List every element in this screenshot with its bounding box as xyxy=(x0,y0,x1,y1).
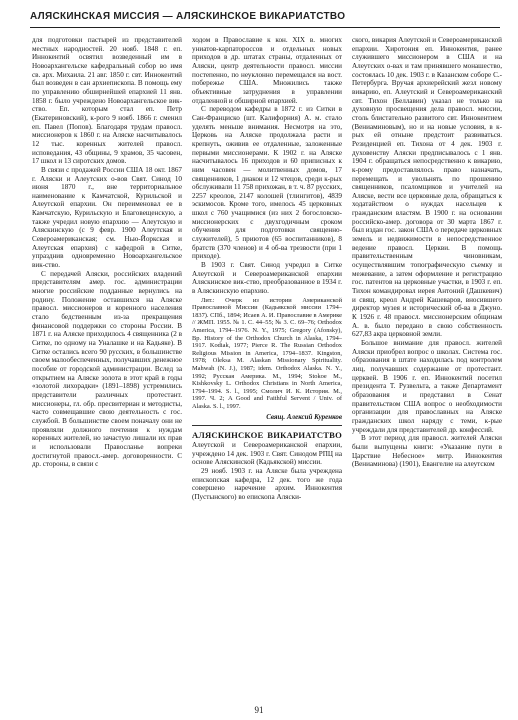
paragraph: ского, викария Алеутской и Североамериканской епархии. Хиротония еп. Иннокентия, ранее служившего миссионером в США и на Алеутских о-вах и там принявшего монашество, состоялась 10 дек. 1903 г. в Казанском соборе С.-Петербурга. Вручая архиерейский жезл новому викарию, еп. Алеутский и Североамериканский свт. Тихон (Беллавин) указал не только на духовную просвещения дела правосл. миссии, столь блистательно развитого свт. Иннокентием (Вениаминовым), но и на новые условия, в к-рых ей отныне предстоит развиваться. Резиденцией еп. Тихона от 4 дек. 1903 г. духовенству Аляски предписывалось с 1 янв. 1904 г. обращаться непосредственно к викарию, к-рому предоставлялось право назначать, перемещать и увольнять по прошению священников, псаломщиков и учителей на Аляске, вести все церковные дела, обращаться к ходатайством о нуждах насельцев к гражданским властям. В 1900 г. на основании российско-амер. договора от 30 марта 1867 г. был издан гос. закон США о передаче церковных земель и недвижимости в непосредственное ведение правосл. Церкви. В помощь правительственным чиновникам, осуществлявшим топографическую съемку и межевание, а затем оформление и регистрацию гос. патентов на церковные участки, в 1903 г. еп. Тихон командировал иерея Антоний (Дашкевич) и свящ. креол Андрей Кашеваров, вносившего директор музея и исторический об-ва в Джуно. К 1926 г. 48 правосл. миссионерским общинам А. в. было передано в свою собственность 627,83 акра церковной земли. xyxy=(352,36,502,339)
paragraph: В 1903 г. Свят. Синод учредил в Ситке Алеутской и Североамериканской епархии Аляскинское вик-ство, преобразованное в 1934 г. в Аляскинскую епархию. xyxy=(192,261,342,296)
bibliography: Лит.: Очерк из истории Американской Православной Миссии (Кадьякской миссии 1794–1837). СПб., 1894; Исаев А. И. Православие в Америке // ЖМП. 1955. № 1. С. 44–55; № 3. С. 69–76; Orthodox America, 1794–1976. N. Y., 1975; Gregory (Afonsky), Bp. History of the Orthodox Church in Alaska, 1794–1917. Kodiak, 1977; Pierce R. The Russian Orthodox Religious Mission in America, 1794–1837. Kingston, 1978; Oleksa M. Alaskan Missionary Spirituality. Mahwah (N. J.), 1987; idem. Orthodox Alaska. N. Y., 1992; Русская Америка. М., 1994; Stokoe M., Kishkovsky L. Orthodox Christians in North America, 1794–1994. S. l., 1995; Смолич И. К. История. М., 1997. Ч. 2; A Good and Faithful Servent / Univ. of Alaska. S. l., 1997. xyxy=(192,296,342,410)
paragraph: 29 нояб. 1903 г. на Аляске была учреждена епископская кафедра, 12 дек. того же года совершено наречение архим. Иннокентия (Пустынского) во епископа Аляски- xyxy=(192,466,342,501)
author-signature: Свящ. Алексий Куренков xyxy=(266,412,342,421)
column-2 xyxy=(192,36,342,502)
header-rule xyxy=(30,27,500,28)
paragraph: В связи с продажей России США 18 окт. 1867 г. Аляски и Алеутских о-вов Свят. Синод 10 июня 1870 г., вне территориальное наименование к Камчатской, Курильской и Алеутской епархии. Он переименовал ее в Камчатскую, Курильскую и Благовещенскую, а также учредил новую епархию — Алеутскую и Аляскинскую (с 9 февр. 1900 Алеутская и Североамериканская; см. Нью-Йоркская и Алеутская епархия) с кафедрой в Ситке, упразднив одновременно Новоархангельское вик-ство. xyxy=(32,165,182,270)
page-number: 91 xyxy=(254,705,264,715)
entry-separator xyxy=(192,425,342,426)
paragraph: С переводом кафедры в 1872 г. из Ситки в Сан-Франциско (шт. Калифорния) А. м. стало уделять меньше внимания. Несмотря на это, Церковь на Аляске продолжала расти и крепнуть, оживив ее отдаленные, заложенные первыми миссионерами. К 1902 г. на Аляске насчитывалось 16 приходов и 60 приписных к ним часовен — молитвенных домов, 17 священников, 1 диакон и 12 чтецов, среди к-рых обслуживали 11 758 прихожан, в т. ч. 87 русских, 2257 креолов, 2147 колошей (тлингитов), 4839 эскимосов. Кроме того, имелось 45 церковных школ с 760 учащимися (из них 2 богословско-миссионерских с двухгодичным сроком обучения для подготовки священно-служителей), 5 приютов (65 воспитанников), 8 братств (370 членов) и 4 об-ва трезвости (при 1 приходе). xyxy=(192,105,342,261)
column-1 xyxy=(32,36,182,469)
entry-intro: Алеутской и Североамериканской епархии, учреждено 14 дек. 1903 г. Свят. Синодом РПЦ на основе Аляскинской (Кадьякской) миссии. xyxy=(192,440,342,467)
column-3 xyxy=(352,36,502,469)
paragraph: В этот период для правосл. жителей Аляски были выпущены книги: «Указание пути в Царствие Небесное» митр. Иннокентия (Вениаминова) (1901), Евангелие на алеутском xyxy=(352,434,502,469)
entry-lead xyxy=(192,431,342,467)
running-header: АЛЯСКИНСКАЯ МИССИЯ — АЛЯСКИНСКОЕ ВИКАРИАТСТВО xyxy=(30,11,346,22)
paragraph: Большое внимание для правосл. жителей Аляски приобрел вопрос о школах. Система гос. образования в штате находилась под контролем лиц, получавших содержание от протестант. церквей. В 1906 г. еп. Иннокентий посетил президента Т. Рузвельта, а также Департамент образования и представил в Сенат правительством США вопрос о необходимости организации для православных на Аляске гражданских школ наряду с теми, к-рые учреждали для представителей др. конфессий. xyxy=(352,338,502,434)
entry-title: АЛЯСКИНСКОЕ ВИКАРИАТСТВО xyxy=(192,430,342,441)
paragraph: ходом в Православие к кон. XIX в. многих униатов-карпатороссов и отдельных новых приходов в др. штатах страны, отдаленных от Аляски, центр деятельности правосл. миссии постепенно, по неуклонно перемещался на вост. побережье США. Множились также объективные затруднения в управлении отдаленной и обширной епархией. xyxy=(192,36,342,105)
paragraph: С передачей Аляски, российских владений представителям амер. гос. администрации многие российские подданные вернулись на родину. Положение оставшихся на Аляске правосл. миссионеров и коренного населения стало бедственным из-за прекращения финансовой поддержки со стороны России. В 1871 г. на Аляске приходилось 4 священника (2 в Ситке, по одному на Уналашке и на Кадьяке). В Ситке остались всего 90 русских, в большинстве своем малообеспеченных, получавших денежное пособие от городской администрации. Вслед за открытием на Аляске золота в этот край в годы «золотой лихорадки» (1891–1898) устремились представители различных протестант. миссионеры, гл. обр. пресвитериан и методисты, часто совмещавшие свою деятельность с гос. службой. В большинстве своем поначалу они не проявляли должного почтения к нуждам коренных жителей, но зачастую лишали их прав и использовали Правосланье вопреки достигнутой правосл.-амер. договоренности. С др. стороны, в связи с xyxy=(32,269,182,469)
paragraph: для подготовки пастырей из представителей местных народностей. 20 нояб. 1848 г. еп. Иннокентий освятил возведенный им в Новоархангельске кафедральный собор во имя св. арх. Михаила. 21 авг. 1850 г. свт. Иннокентий был возведен в сан архиепископа. В помощь ему по управлению обширнейшей епархией 11 янв. 1858 г. было учреждено Новоархангельское вик-ство. Еп. которым стал еп. Петр (Екатериновский), к-рого 9 нояб. 1866 г. сменил еп. Павел (Попов). Благодаря трудам правосл. миссионеров к 1860 г. на Аляске насчитывалось 12 тыс. коренных жителей правосл. исповедания, 43 общины, 9 храмов, 35 часовен, 17 школ и 13 сиротских домов. xyxy=(32,36,182,166)
